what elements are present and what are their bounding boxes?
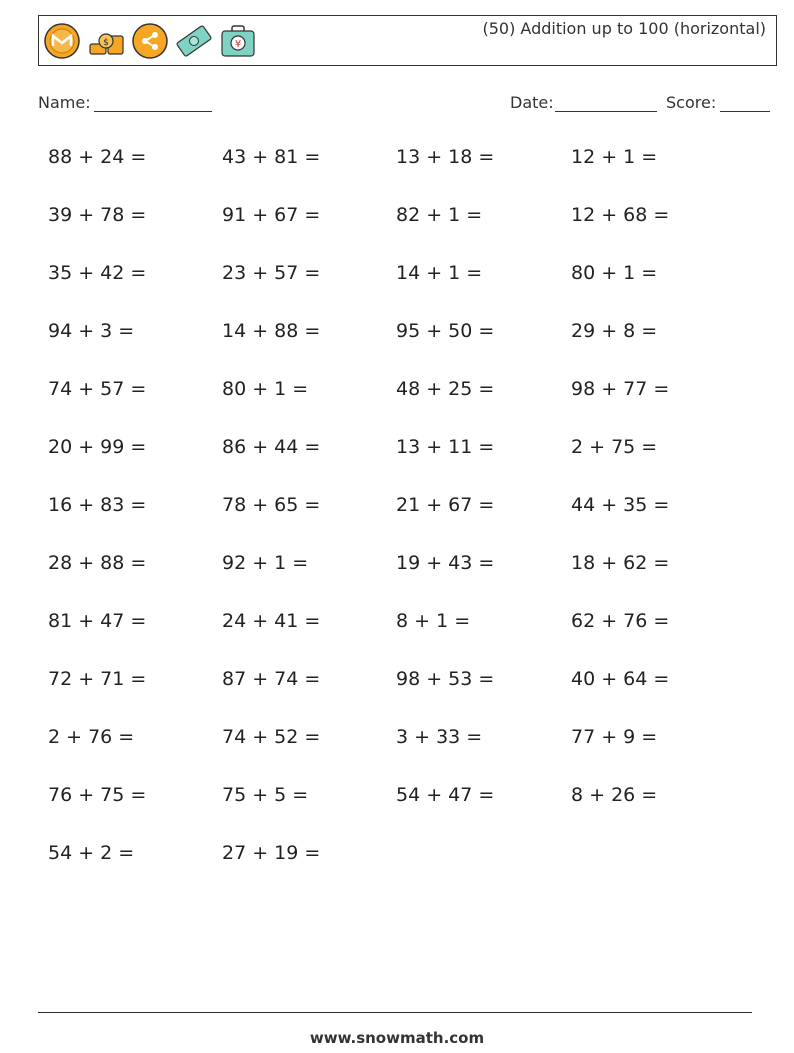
- header-icons: [43, 20, 257, 62]
- problem-item: 19 + 43 =: [396, 552, 495, 574]
- problem-item: 14 + 88 =: [222, 320, 321, 342]
- problem-item: 28 + 88 =: [48, 552, 147, 574]
- problem-item: 78 + 65 =: [222, 494, 321, 516]
- problem-item: 29 + 8 =: [571, 320, 658, 342]
- problem-item: 13 + 18 =: [396, 146, 495, 168]
- problem-item: 12 + 1 =: [571, 146, 658, 168]
- share-coin-icon: [131, 22, 169, 60]
- worksheet-header: [38, 15, 777, 66]
- footer-url: www.snowmath.com: [309, 1029, 485, 1047]
- problem-item: 39 + 78 =: [48, 204, 147, 226]
- problem-item: 98 + 53 =: [396, 668, 495, 690]
- problem-item: 81 + 47 =: [48, 610, 147, 632]
- name-field-line[interactable]: [94, 111, 212, 112]
- problem-item: 77 + 9 =: [571, 726, 658, 748]
- problem-item: 94 + 3 =: [48, 320, 135, 342]
- banknote-icon: [175, 22, 213, 60]
- problem-grid: [48, 146, 748, 900]
- problem-item: 62 + 76 =: [571, 610, 670, 632]
- problem-item: 72 + 71 =: [48, 668, 147, 690]
- problem-item: 13 + 11 =: [396, 436, 495, 458]
- problem-item: 2 + 75 =: [571, 436, 658, 458]
- problem-item: 23 + 57 =: [222, 262, 321, 284]
- problem-item: 16 + 83 =: [48, 494, 147, 516]
- problem-item: 12 + 68 =: [571, 204, 670, 226]
- problem-item: 24 + 41 =: [222, 610, 321, 632]
- problem-item: 75 + 5 =: [222, 784, 309, 806]
- problem-item: 54 + 2 =: [48, 842, 135, 864]
- problem-item: 2 + 76 =: [48, 726, 135, 748]
- problem-item: 80 + 1 =: [571, 262, 658, 284]
- problem-item: 14 + 1 =: [396, 262, 483, 284]
- problem-item: 21 + 67 =: [396, 494, 495, 516]
- yen-briefcase-icon: [219, 22, 257, 60]
- problem-item: 98 + 77 =: [571, 378, 670, 400]
- monero-coin-icon: [43, 22, 81, 60]
- problem-item: 87 + 74 =: [222, 668, 321, 690]
- problem-item: 91 + 67 =: [222, 204, 321, 226]
- problem-item: 8 + 26 =: [571, 784, 658, 806]
- score-field-line[interactable]: [720, 111, 770, 112]
- problem-item: 20 + 99 =: [48, 436, 147, 458]
- problem-item: 76 + 75 =: [48, 784, 147, 806]
- problem-item: 27 + 19 =: [222, 842, 321, 864]
- svg-text:$: $: [103, 38, 109, 48]
- coin-stack-icon: [87, 22, 125, 60]
- problem-item: 80 + 1 =: [222, 378, 309, 400]
- date-label: Date:: [510, 93, 554, 112]
- problem-item: 44 + 35 =: [571, 494, 670, 516]
- date-field-line[interactable]: [555, 111, 657, 112]
- problem-item: 82 + 1 =: [396, 204, 483, 226]
- problem-item: 86 + 44 =: [222, 436, 321, 458]
- problem-item: 48 + 25 =: [396, 378, 495, 400]
- problem-item: 40 + 64 =: [571, 668, 670, 690]
- footer-divider: [38, 1012, 752, 1013]
- problem-item: 95 + 50 =: [396, 320, 495, 342]
- problem-item: 92 + 1 =: [222, 552, 309, 574]
- problem-item: 74 + 52 =: [222, 726, 321, 748]
- worksheet-title: (50) Addition up to 100 (horizontal): [482, 19, 766, 38]
- score-label: Score:: [666, 93, 717, 112]
- problem-item: 8 + 1 =: [396, 610, 471, 632]
- name-label: Name:: [38, 93, 91, 112]
- problem-item: 35 + 42 =: [48, 262, 147, 284]
- problem-item: 54 + 47 =: [396, 784, 495, 806]
- svg-text:¥: ¥: [234, 39, 242, 50]
- problem-item: 3 + 33 =: [396, 726, 483, 748]
- problem-item: 74 + 57 =: [48, 378, 147, 400]
- problem-item: 88 + 24 =: [48, 146, 147, 168]
- problem-item: 43 + 81 =: [222, 146, 321, 168]
- problem-item: 18 + 62 =: [571, 552, 670, 574]
- form-fields: [38, 93, 770, 115]
